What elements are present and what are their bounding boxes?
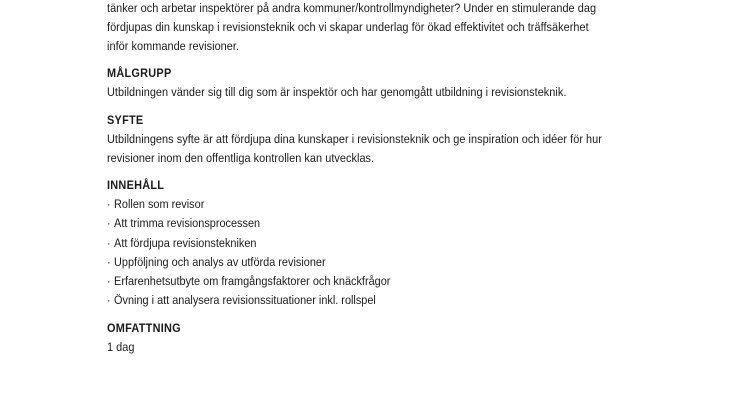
list-item <box>107 214 653 233</box>
syfte-line: Utbildningens syfte är att fördjupa dina kunskaper i revisionsteknik och ge inspiration och idéer för hur <box>107 131 602 146</box>
list-item <box>107 234 653 253</box>
section-heading-malgrupp: MÅLGRUPP <box>107 66 172 81</box>
syfte-paragraph <box>107 130 727 168</box>
bullet-dot: · <box>107 254 111 269</box>
section-malgrupp <box>107 64 727 102</box>
document-page <box>107 0 727 357</box>
innehall-list <box>107 195 727 310</box>
intro-line: fördjupas din kunskap i revisionsteknik och vi skapar underlag för ökad effektivitet och träffsäkerhet <box>107 19 589 34</box>
list-item-text: Att fördjupa revisionstekniken <box>114 235 257 250</box>
intro-line: tänker och arbetar inspektörer på andra kommuner/kontrollmyndigheter? Under en stimulerande dag <box>107 1 597 15</box>
list-item-text: Erfarenhetsutbyte om framgångsfaktorer och knäckfrågor <box>114 273 391 288</box>
list-item <box>107 253 653 272</box>
intro-line: inför kommande revisioner. <box>107 38 240 53</box>
bullet-dot: · <box>107 216 111 231</box>
list-item-text: Uppföljning och analys av utförda revisioner <box>114 254 326 269</box>
malgrupp-line: Utbildningen vänder sig till dig som är inspektör och har genomgått utbildning i revisionsteknik. <box>107 85 567 100</box>
section-syfte <box>107 111 727 167</box>
bullet-dot: · <box>107 273 111 288</box>
list-item <box>107 195 653 214</box>
bullet-dot: · <box>107 197 111 212</box>
intro-paragraph <box>107 0 727 55</box>
list-item <box>107 272 653 291</box>
list-item-text: Övning i att analysera revisionssituationer inkl. rollspel <box>114 293 376 308</box>
malgrupp-paragraph <box>107 83 727 102</box>
section-omfattning <box>107 319 727 357</box>
omfattning-line: 1 dag <box>107 340 135 355</box>
bullet-dot: · <box>107 293 111 308</box>
list-item-text: Rollen som revisor <box>114 197 205 212</box>
list-item <box>107 291 653 310</box>
section-heading-omfattning: OMFATTNING <box>107 321 181 336</box>
bullet-dot: · <box>107 235 111 250</box>
omfattning-paragraph <box>107 338 727 357</box>
list-item-text: Att trimma revisionsprocessen <box>114 216 261 231</box>
section-innehall <box>107 176 727 310</box>
syfte-line: revisioner inom den offentliga kontrollen kan utvecklas. <box>107 150 375 165</box>
section-heading-innehall: INNEHÅLL <box>107 178 165 193</box>
section-heading-syfte: SYFTE <box>107 112 144 127</box>
